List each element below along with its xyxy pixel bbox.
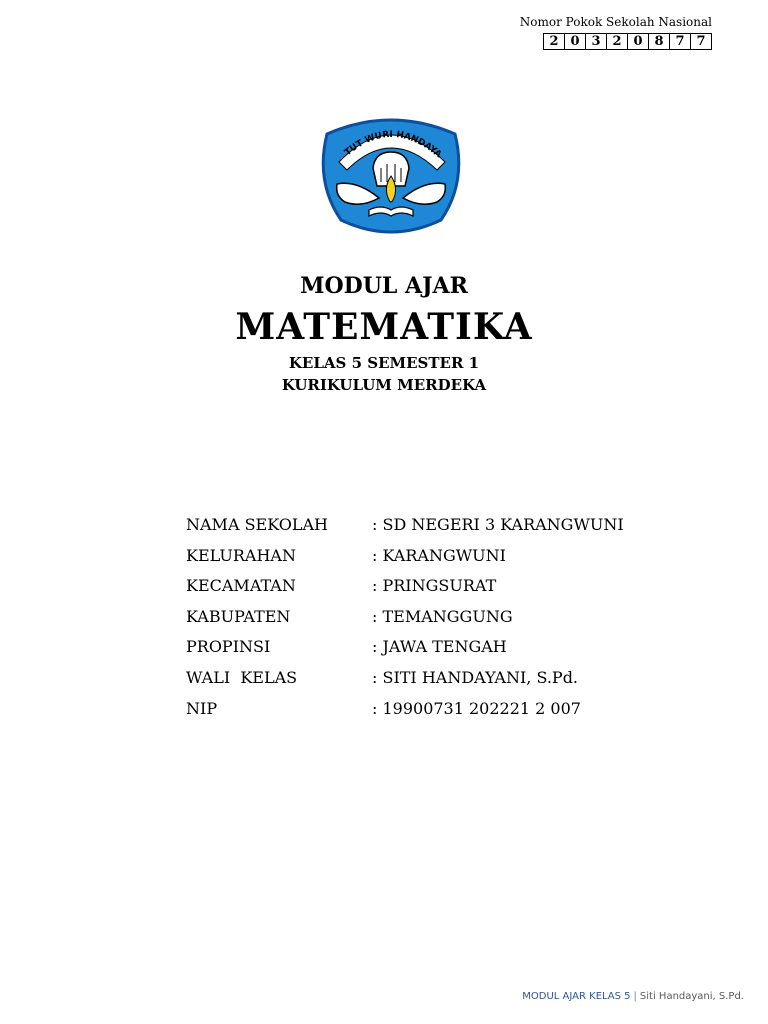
info-row bbox=[186, 663, 624, 694]
info-key: KABUPATEN bbox=[186, 606, 291, 626]
npsn-digit: 2 bbox=[607, 34, 628, 49]
npsn-digit: 8 bbox=[649, 34, 670, 49]
info-value: : 19900731 202221 2 007 bbox=[372, 698, 581, 718]
school-info-table bbox=[186, 510, 624, 724]
info-key: WALI KELAS bbox=[186, 667, 298, 687]
info-value: : KARANGWUNI bbox=[372, 545, 506, 565]
npsn-digit: 0 bbox=[565, 34, 586, 49]
title-block bbox=[0, 268, 768, 396]
grade-semester: KELAS 5 SEMESTER 1 bbox=[288, 354, 480, 372]
info-value: : JAWA TENGAH bbox=[372, 637, 507, 657]
info-value: : SD NEGERI 3 KARANGWUNI bbox=[372, 515, 624, 534]
info-key: PROPINSI bbox=[186, 637, 271, 657]
npsn-digit: 2 bbox=[544, 34, 565, 49]
npsn-block bbox=[520, 14, 712, 50]
document-type-heading: MODUL AJAR bbox=[300, 273, 468, 299]
curriculum-name: KURIKULUM MERDEKA bbox=[281, 376, 487, 394]
info-row bbox=[186, 632, 624, 663]
info-value: : SITI HANDAYANI, S.Pd. bbox=[372, 667, 579, 687]
info-row bbox=[186, 602, 624, 633]
npsn-digit: 7 bbox=[696, 34, 706, 49]
page-footer bbox=[522, 991, 744, 1002]
info-row bbox=[186, 694, 624, 725]
npsn-digit-boxes bbox=[543, 33, 712, 50]
info-row bbox=[186, 510, 624, 541]
info-key: KELURAHAN bbox=[186, 545, 296, 565]
footer-title: MODUL AJAR KELAS 5 bbox=[522, 991, 631, 1002]
info-key: KECAMATAN bbox=[186, 576, 296, 596]
npsn-label: Nomor Pokok Sekolah Nasional bbox=[519, 15, 712, 29]
footer-author: Siti Handayani, S.Pd. bbox=[639, 991, 744, 1002]
npsn-digit: 0 bbox=[628, 34, 649, 49]
footer-separator: | bbox=[633, 991, 637, 1002]
info-key: NAMA SEKOLAH bbox=[186, 515, 328, 534]
logo-motto-text: TUT WURI HANDAYA bbox=[343, 129, 444, 161]
subject-title: MATEMATIKA bbox=[235, 306, 533, 348]
tut-wuri-handayani-logo-icon bbox=[317, 112, 465, 238]
info-value: : PRINGSURAT bbox=[372, 576, 497, 596]
npsn-digit: 7 bbox=[670, 34, 691, 49]
info-value: : TEMANGGUNG bbox=[372, 606, 513, 626]
info-row bbox=[186, 541, 624, 572]
info-row bbox=[186, 571, 624, 602]
info-key: NIP bbox=[186, 698, 218, 718]
npsn-digit: 3 bbox=[586, 34, 607, 49]
